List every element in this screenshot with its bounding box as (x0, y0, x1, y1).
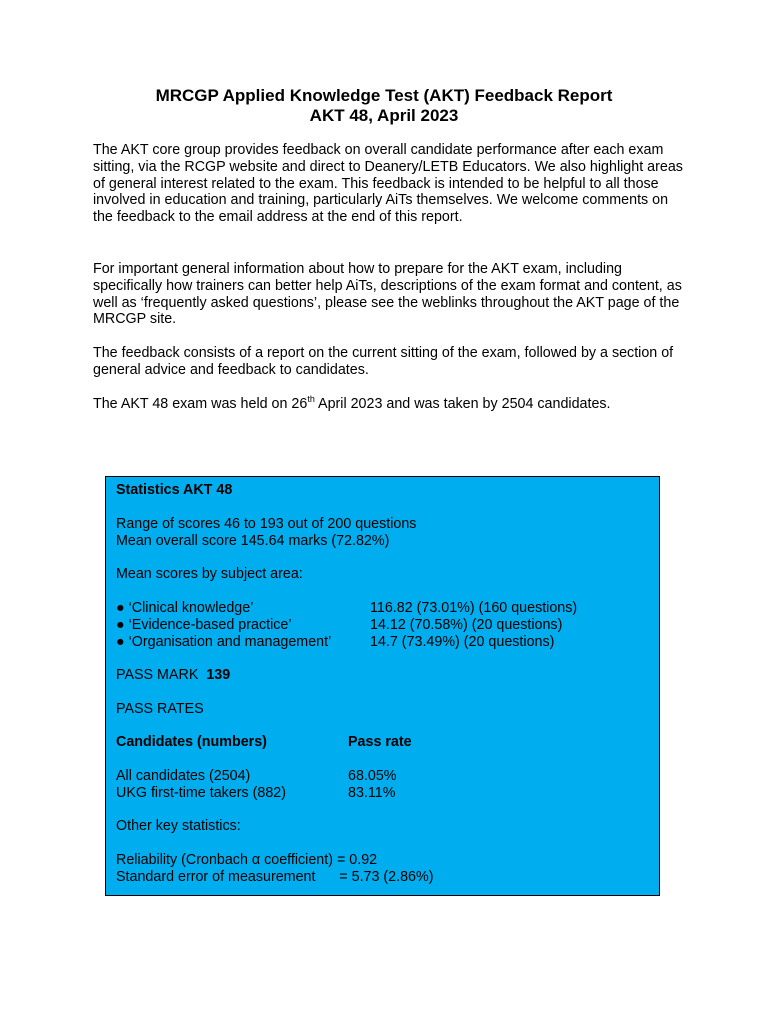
exam-date-superscript: th (307, 394, 315, 405)
subject-label: ● ‘Clinical knowledge’ (116, 600, 254, 616)
subject-label: ● ‘Evidence-based practice’ (116, 617, 292, 633)
other-statistics-heading: Other key statistics: (116, 818, 241, 834)
pass-rate-row (116, 785, 396, 802)
statistics-heading: Statistics AKT 48 (116, 482, 233, 498)
exam-date-text-end: April 2023 and was taken by 2504 candidates. (314, 396, 611, 412)
subject-row (116, 617, 563, 634)
standard-error-statistic: Standard error of measurement = 5.73 (2.86%) (116, 869, 434, 885)
subject-row (116, 600, 578, 617)
intro-paragraph-1: The AKT core group provides feedback on overall candidate performance after each exam sitting, via the RCGP website and direct to Deanery/LETB Educators. We also highlight areas of general interest related to the exam. This feedback is intended to be helpful to all those involved in education and training, particularly AiTs themselves. We welcome comments on the feedback to the email address at the end of this report. (93, 142, 683, 226)
subject-label: ● ‘Organisation and management’ (116, 634, 332, 650)
exam-date-text-start: The AKT 48 exam was held on 26 (93, 396, 308, 412)
reliability-statistic: Reliability (Cronbach α coefficient) = 0.92 (116, 852, 378, 868)
pass-mark-label: PASS MARK (116, 667, 199, 683)
pass-mark (116, 667, 230, 684)
pass-rate-column-header: Pass rate (348, 734, 412, 750)
subject-row (116, 634, 555, 651)
pass-rate-value: 68.05% (348, 768, 397, 784)
report-title (0, 86, 768, 126)
subject-value: 14.7 (73.49%) (20 questions) (370, 634, 555, 650)
candidates-column-header: Candidates (numbers) (116, 734, 267, 750)
pass-mark-value: 139 (206, 667, 231, 683)
subject-area-heading: Mean scores by subject area: (116, 566, 303, 582)
pass-rate-value: 83.11% (348, 785, 396, 801)
subject-value: 116.82 (73.01%) (160 questions) (370, 600, 578, 616)
pass-rate-row (116, 768, 397, 785)
mean-overall-score: Mean overall score 145.64 marks (72.82%) (116, 533, 390, 549)
intro-paragraph-2: For important general information about how to prepare for the AKT exam, including specifically how trainers can better help AiTs, descriptions of the exam format and content, as well as ‘frequently asked questions’, please see the weblinks throughout the AKT page of the MRCGP site. (93, 261, 682, 328)
report-title-line-1: MRCGP Applied Knowledge Test (AKT) Feedback Report (155, 86, 613, 105)
report-title-line-2: AKT 48, April 2023 (309, 106, 459, 125)
candidate-group-label: All candidates (2504) (116, 768, 251, 784)
pass-rates-header-row (116, 734, 412, 751)
intro-paragraph-4 (93, 396, 683, 413)
candidate-group-label: UKG first-time takers (882) (116, 785, 287, 801)
score-range: Range of scores 46 to 193 out of 200 questions (116, 516, 417, 532)
pass-rates-heading: PASS RATES (116, 701, 204, 717)
subject-value: 14.12 (70.58%) (20 questions) (370, 617, 563, 633)
intro-paragraph-3: The feedback consists of a report on the current sitting of the exam, followed by a section of general advice and feedback to candidates. (93, 345, 674, 378)
statistics-box (105, 476, 660, 896)
